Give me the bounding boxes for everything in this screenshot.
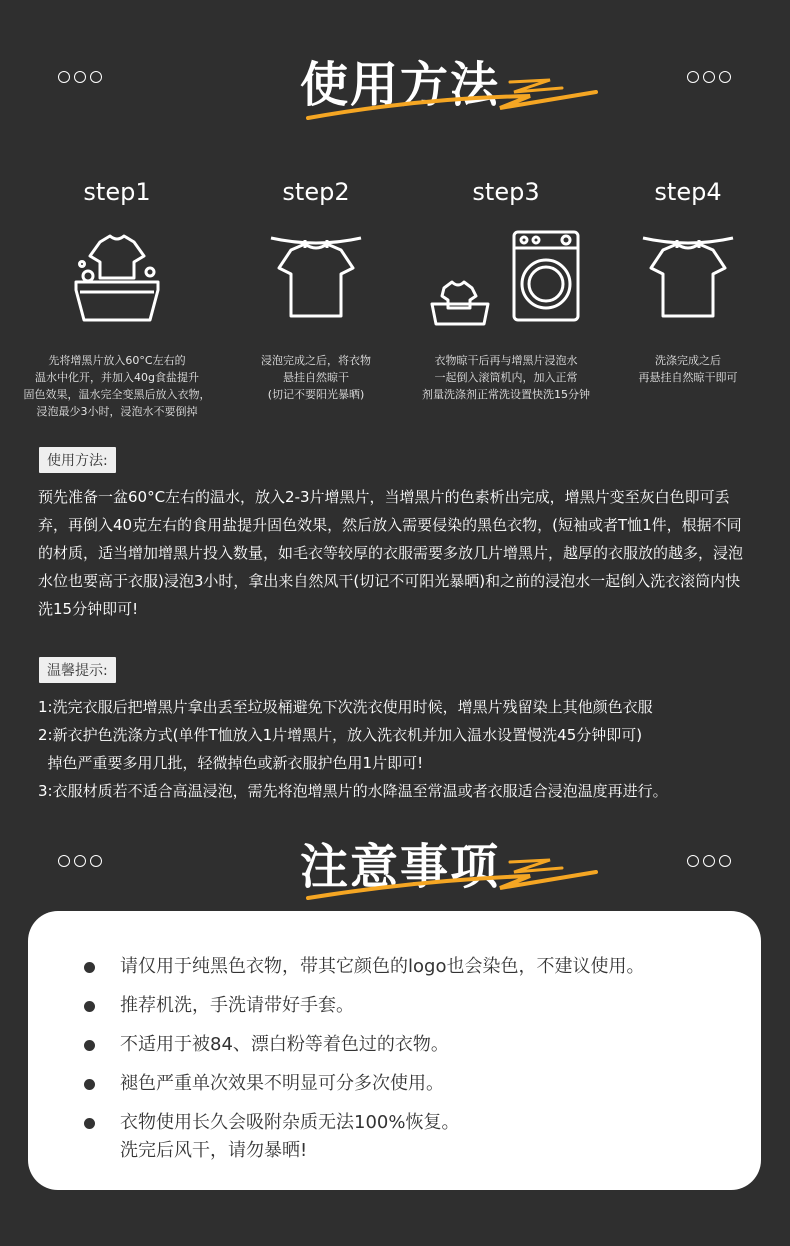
shirt-in-basin-icon — [62, 228, 172, 328]
usage-tag: 使用方法: — [39, 447, 116, 473]
step-desc: 洗涤完成之后 再悬挂自然晾干即可 — [638, 354, 738, 384]
bullet-icon — [84, 1040, 95, 1051]
washing-machine-icon — [426, 228, 586, 328]
note-item: 衣物使用长久会吸附杂质无法100%恢复。 洗完后风干，请勿暴晒! — [90, 1109, 459, 1165]
bullet-icon — [84, 1079, 95, 1090]
decorative-dots-right — [687, 68, 735, 88]
step-title: step1 — [83, 178, 151, 206]
step-title: step4 — [654, 178, 722, 206]
hanging-shirt-icon — [633, 228, 743, 328]
tip-line: 2:新衣护色洗涤方式(单件T恤放入1片增黑片，放入洗衣机并加入温水设置慢洗45分钟即可) — [38, 726, 643, 744]
step-desc: 衣物晾干后再与增黑片浸泡水 一起倒入滚筒机内，加入正常 剂量洗涤剂正常洗设置快洗15分钟 — [422, 354, 590, 401]
decorative-dots-left — [58, 68, 106, 88]
step-4 — [593, 178, 783, 386]
step-1 — [22, 178, 212, 420]
step-title: step3 — [472, 178, 540, 206]
orange-swoosh-icon — [300, 68, 600, 128]
note-item: 请仅用于纯黑色衣物，带其它颜色的logo也会染色，不建议使用。 — [90, 953, 644, 981]
tips-list — [38, 693, 754, 805]
step-title: step2 — [282, 178, 350, 206]
note-item: 不适用于被84、漂白粉等着色过的衣物。 — [90, 1031, 449, 1059]
step-2 — [221, 178, 411, 403]
tip-line: 掉色严重要多用几批，轻微掉色或新衣服护色用1片即可! — [38, 754, 424, 772]
step-3 — [411, 178, 601, 403]
bullet-icon — [84, 962, 95, 973]
usage-paragraph: 预先准备一盆60°C左右的温水，放入2-3片增黑片，当增黑片的色素析出完成，增黑片变至灰白色即可丢弃，再倒入40克左右的食用盐提升固色效果，然后放入需要侵染的黑色衣物，(短袖或者T恤1件，根据不同的材质，适当增加增黑片投入数量，如毛衣等较厚的衣服需要多放几片增黑片，越厚的衣服放的越多，浸泡水位也要高于衣服)浸泡3小时，拿出来自然风干(切记不可阳光暴晒)和之前的浸泡水一起倒入洗衣滚筒内快洗15分钟即可! — [38, 488, 744, 618]
note-item: 褪色严重单次效果不明显可分多次使用。 — [90, 1070, 444, 1098]
orange-swoosh-icon — [300, 850, 600, 910]
section-title-notes: 注意事项 — [300, 839, 501, 895]
note-item: 推荐机洗，手洗请带好手套。 — [90, 992, 354, 1020]
tip-line: 3:衣服材质若不适合高温浸泡，需先将泡增黑片的水降温至常温或者衣服适合浸泡温度再进行。 — [38, 782, 668, 800]
section-title-usage: 使用方法 — [300, 57, 501, 113]
step-desc: 浸泡完成之后，将衣物 悬挂自然晾干 (切记不要阳光暴晒) — [261, 354, 371, 401]
tip-line: 1:洗完衣服后把增黑片拿出丢至垃圾桶避免下次洗衣使用时候，增黑片残留染上其他颜色衣服 — [38, 698, 653, 716]
decorative-dots-right — [687, 852, 735, 872]
decorative-dots-left — [58, 852, 106, 872]
hanging-shirt-icon — [261, 228, 371, 328]
step-desc: 先将增黑片放入60°C左右的 温水中化开，并加入40g食盐提升 固色效果，温水完全变黑后放入衣物， 浸泡最少3小时，浸泡水不要倒掉 — [23, 354, 211, 418]
bullet-icon — [84, 1001, 95, 1012]
bullet-icon — [84, 1118, 95, 1129]
tips-tag: 温馨提示: — [39, 657, 116, 683]
